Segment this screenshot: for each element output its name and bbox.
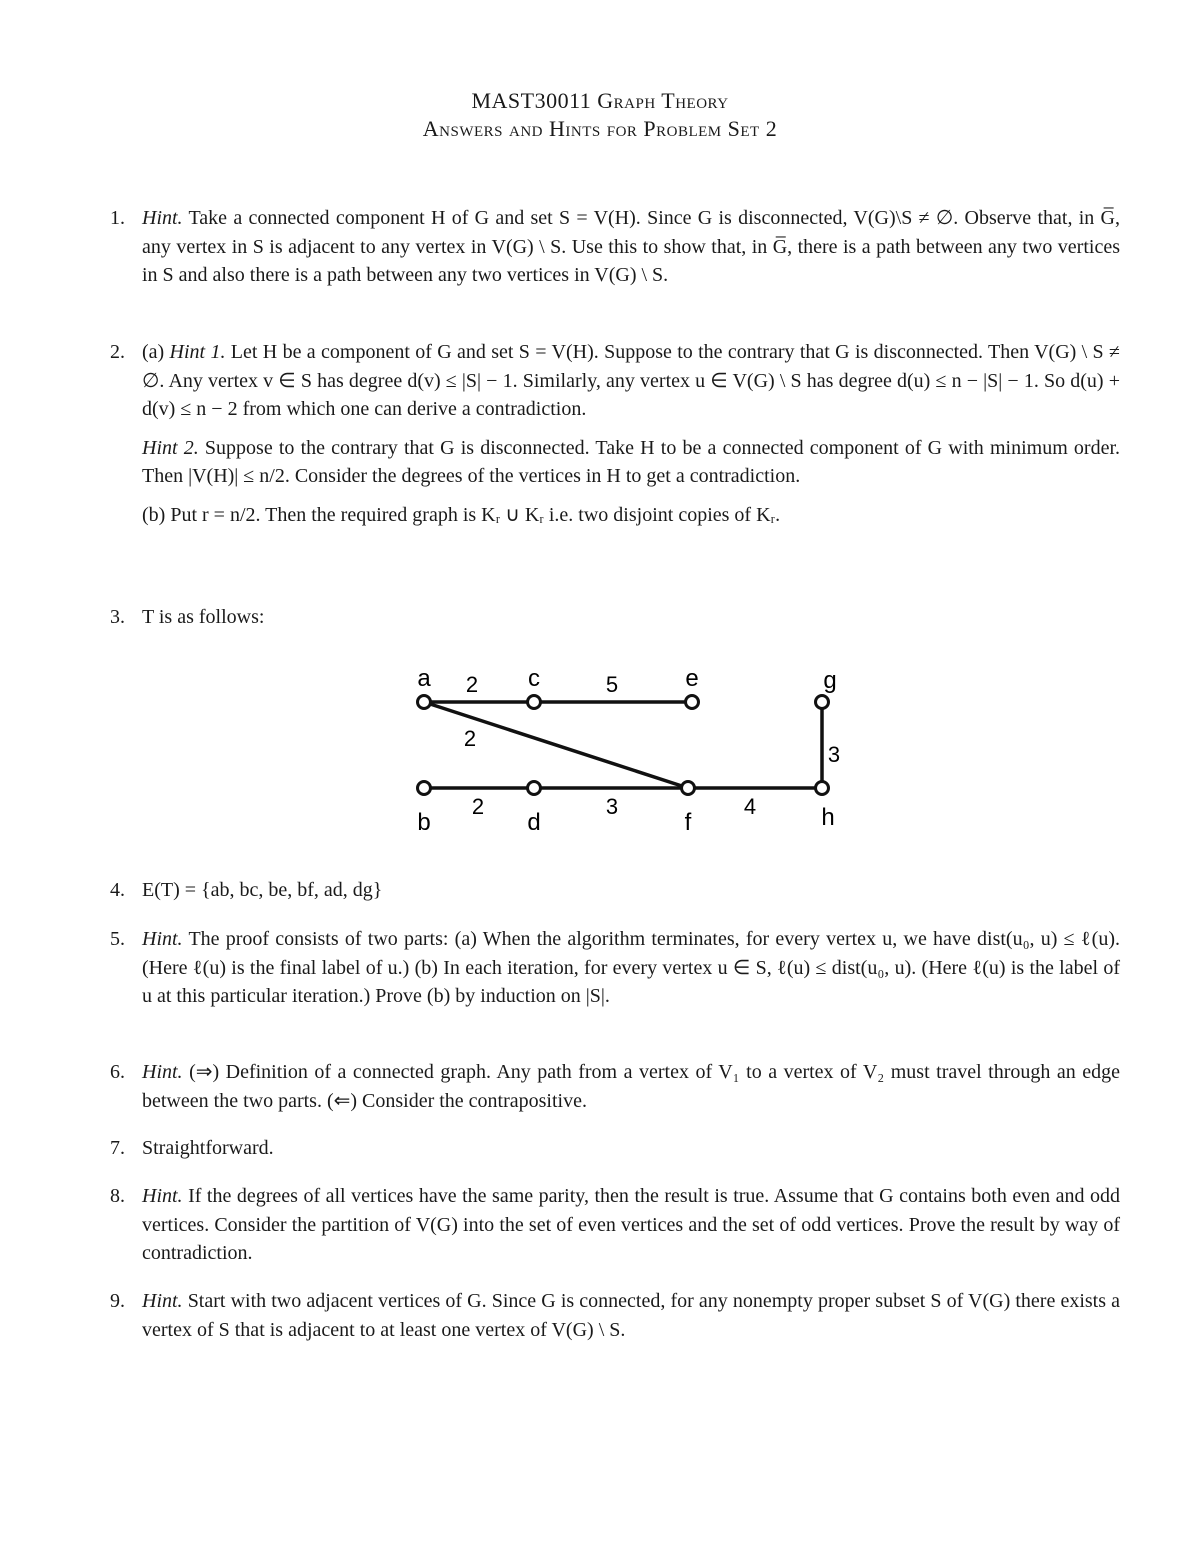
vertex-label-h: h <box>821 804 835 831</box>
vertex-b <box>418 782 431 795</box>
hint-label: Hint 2. <box>142 436 199 459</box>
vertex-label-a: a <box>417 665 431 692</box>
edge-weight-df: 3 <box>605 794 619 819</box>
item-text: If the degrees of all vertices have the same parity, then the result is true. Assume that G contains both even and odd vertices. Consider the partition of V(G) into the set of even vertices and the set of odd vertices. Prove the result by way of contradiction. <box>142 1185 1120 1264</box>
document-title: MAST30011 Graph Theory <box>471 88 729 113</box>
vertex-c <box>528 696 541 709</box>
item-number: 9. <box>110 1290 125 1312</box>
item-text: Straightforward. <box>142 1137 274 1159</box>
edge-weight-gh: 3 <box>827 742 841 767</box>
vertex-a <box>418 696 431 709</box>
item-text: Suppose to the contrary that G is disconnected. Take H to be a connected component of G with minimum order. Then |V(H)| ≤ n/2. Consider the degrees of the vertices in H to get a contradiction. <box>142 436 1121 487</box>
answer-item-2 <box>110 338 1120 529</box>
vertex-label-f: f <box>684 809 692 836</box>
item-text: E(T) = {ab, bc, be, bf, ad, dg} <box>142 879 383 901</box>
item-text: Let H be a component of G and set S = V(H). Suppose to the contrary that G is disconnected. Then V(G) \ S ≠ ∅. Any vertex v ∈ S has degree d(v) ≤ |S| − 1. Similarly, any vertex u ∈ V(G) \ S has degree d(u) ≤ n − |S| − 1. So d(u) + d(v) ≤ n − 2 from which one can derive a contradiction. <box>142 341 1120 420</box>
item-number: 3. <box>110 606 125 628</box>
vertex-h <box>816 782 829 795</box>
document-subtitle: Answers and Hints for Problem Set 2 <box>422 116 778 141</box>
answer-item-6 <box>110 1058 1120 1115</box>
vertex-label-d: d <box>527 809 541 836</box>
hint-label: Hint. <box>142 1185 183 1207</box>
hint-label: Hint. <box>142 1290 183 1312</box>
item-number: 4. <box>110 879 125 901</box>
item-number: 8. <box>110 1185 125 1207</box>
edge-weight-ce: 5 <box>605 672 619 697</box>
answer-item-4 <box>110 876 1120 905</box>
vertex-label-e: e <box>685 665 699 692</box>
answer-item-7 <box>110 1134 1120 1163</box>
vertex-d <box>528 782 541 795</box>
item-text: T is as follows: <box>142 606 265 628</box>
item-text: Take a connected component H of G and set S = V(H). Since G is disconnected, V(G)\S ≠ ∅. Observe that, in G̅, any vertex in S is adjacent to any vertex in V(G) \ S. Use this to show that, in G̅, there is a path between any two vertices in S and also there is a path between any two vertices in V(G) \ S. <box>142 207 1120 286</box>
part-a-label: (a) <box>142 341 165 363</box>
item-number: 1. <box>110 207 125 229</box>
vertex-e <box>686 696 699 709</box>
item-text: (⇒) Definition of a connected graph. Any path from a vertex of V₁ to a vertex of V₂ must travel through an edge between the two parts. (⇐) Consider the contrapositive. <box>142 1061 1121 1112</box>
item-number: 5. <box>110 928 125 950</box>
vertex-label-c: c <box>528 665 540 692</box>
item-text: Start with two adjacent vertices of G. Since G is connected, for any nonempty proper subset S of V(G) there exists a vertex of S that is adjacent to at least one vertex of V(G) \ S. <box>142 1290 1121 1341</box>
vertex-f <box>682 782 695 795</box>
hint-label: Hint 1. <box>169 341 226 363</box>
vertex-g <box>816 696 829 709</box>
hint-label: Hint. <box>142 928 183 950</box>
edge-weight-af: 2 <box>463 726 477 751</box>
item-number: 2. <box>110 341 125 363</box>
answer-item-3 <box>110 603 1120 632</box>
item-number: 6. <box>110 1061 125 1083</box>
vertex-label-g: g <box>823 667 837 694</box>
edge-weight-fh: 4 <box>743 794 757 819</box>
answer-item-5 <box>110 925 1120 1011</box>
tree-graph-figure <box>380 650 860 850</box>
vertex-label-b: b <box>417 809 431 836</box>
answer-item-1 <box>110 204 1120 290</box>
answer-item-8 <box>110 1182 1120 1268</box>
item-number: 7. <box>110 1137 125 1159</box>
answer-item-9 <box>110 1287 1120 1344</box>
edge-weight-ac: 2 <box>465 672 479 697</box>
edge-weight-bd: 2 <box>471 794 485 819</box>
hint-label: Hint. <box>142 207 183 229</box>
part-b-text: (b) Put r = n/2. Then the required graph is Kᵣ ∪ Kᵣ i.e. two disjoint copies of Kᵣ. <box>142 503 781 526</box>
hint-label: Hint. <box>142 1061 183 1083</box>
item-text: The proof consists of two parts: (a) When the algorithm terminates, for every vertex u, we have dist(u₀, u) ≤ ℓ(u). (Here ℓ(u) is the final label of u.) (b) In each iteration, for every vertex u ∈ S, ℓ(u) ≤ dist(u₀, u). (Here ℓ(u) is the label of u at this particular iteration.) Prove (b) by induction on |S|. <box>142 928 1121 1007</box>
